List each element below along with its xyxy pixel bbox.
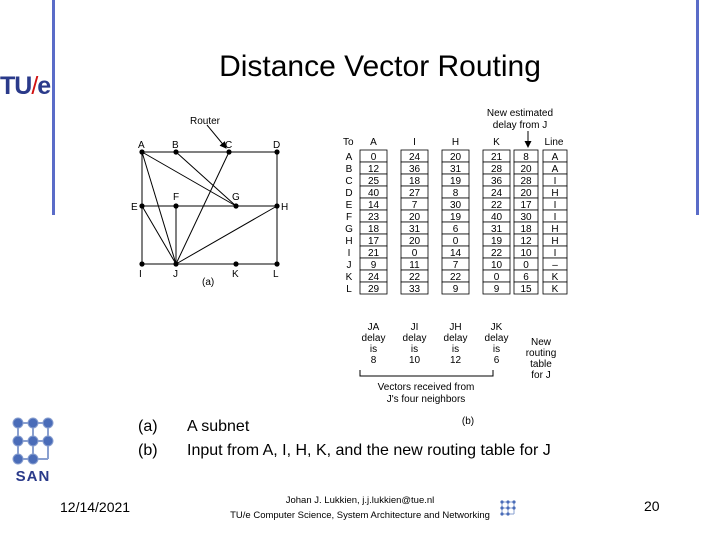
to-header: To: [343, 137, 354, 148]
tue-logo: TU/e: [0, 72, 51, 100]
new-delay-value: 18: [520, 224, 532, 235]
cell-value: 17: [367, 236, 380, 247]
neighbor-delay-ja: 8: [370, 355, 377, 366]
line-value: I: [553, 248, 557, 259]
neighbor-delay-ji: JI: [410, 322, 419, 333]
slide-title: Distance Vector Routing: [219, 50, 541, 83]
node-label-j: J: [173, 269, 178, 280]
cell-value: 24: [490, 188, 503, 199]
neighbor-delay-jk: is: [492, 344, 501, 355]
new-delay-value: 30: [520, 212, 532, 223]
cell-value: 19: [449, 176, 462, 187]
new-table-label-4: for J: [531, 370, 551, 381]
node-label-g: G: [232, 192, 240, 203]
right-accent-line: [696, 0, 699, 215]
footer-author: [210, 493, 510, 523]
neighbor-delay-jk: JK: [490, 322, 503, 333]
cell-value: 31: [449, 164, 462, 175]
neighbor-header-a: A: [370, 137, 377, 148]
dest-label-c: C: [345, 176, 353, 187]
line-value: I: [553, 212, 557, 223]
dest-label-h: H: [345, 236, 353, 247]
dest-label-a: A: [345, 152, 353, 163]
new-delay-value: 20: [520, 188, 532, 199]
cell-value: 20: [449, 152, 462, 163]
cell-value: 9: [452, 284, 459, 295]
cell-value: 14: [367, 200, 380, 211]
cell-value: 7: [411, 200, 418, 211]
line-value: I: [553, 200, 557, 211]
cell-value: 25: [367, 176, 380, 187]
page-number: 20: [644, 498, 660, 514]
node-label-k: K: [232, 269, 239, 280]
cell-value: 11: [409, 260, 420, 271]
cell-value: 21: [367, 248, 380, 259]
neighbor-header-k: K: [493, 137, 500, 148]
caption-b-label: (b): [138, 442, 158, 459]
new-delay-value: 6: [523, 272, 529, 283]
footer-author-line2: TU/e Computer Science, System Architecture and Networking: [230, 510, 490, 521]
cell-value: 31: [408, 224, 421, 235]
cell-value: 24: [367, 272, 380, 283]
neighbor-delay-ji: is: [410, 344, 419, 355]
neighbor-delay-jk: delay: [484, 333, 509, 344]
logo-suffix: e: [37, 72, 51, 100]
dest-label-i: I: [347, 248, 351, 259]
cell-value: 6: [452, 224, 459, 235]
node-label-h: H: [281, 202, 289, 213]
cell-value: 22: [408, 272, 421, 283]
subnet-diagram: [125, 110, 305, 295]
node-label-i: I: [139, 269, 142, 280]
line-value: A: [551, 164, 559, 175]
footer-san-icon: [498, 498, 518, 522]
cell-value: 24: [408, 152, 421, 163]
cell-value: 9: [493, 284, 500, 295]
neighbor-header-i: I: [413, 137, 416, 148]
subnet-router-dots: [139, 149, 279, 266]
dest-label-k: K: [345, 272, 353, 283]
cell-value: 18: [367, 224, 380, 235]
neighbor-header-h: H: [451, 137, 460, 148]
cell-value: 27: [408, 188, 421, 199]
cell-value: 31: [490, 224, 503, 235]
cell-value: 20: [408, 212, 421, 223]
dest-label-d: D: [345, 188, 353, 199]
new-delay-value: 0: [523, 260, 529, 271]
cell-value: 9: [370, 260, 377, 271]
figure-a-caption: (a): [202, 277, 215, 288]
cell-value: 20: [408, 236, 421, 247]
new-delay-value: 8: [523, 152, 529, 163]
cell-value: 7: [452, 260, 459, 271]
cell-value: 12: [367, 164, 380, 175]
neighbor-delay-ji: delay: [402, 333, 427, 344]
caption-b-text: Input from A, I, H, K, and the new routing table for J: [187, 442, 551, 459]
vectors-label-2: J's four neighbors: [386, 394, 466, 405]
dest-label-j: J: [346, 260, 352, 271]
cell-value: 18: [408, 176, 421, 187]
cell-value: 0: [411, 248, 418, 259]
cell-value: 0: [370, 152, 377, 163]
cell-value: 19: [490, 236, 503, 247]
new-delay-value: 20: [520, 164, 532, 175]
neighbor-delay-ja: delay: [361, 333, 386, 344]
node-label-c: C: [225, 140, 233, 151]
node-label-a: A: [138, 140, 145, 151]
neighbor-delay-jh: JH: [449, 322, 462, 333]
line-value: H: [551, 224, 559, 235]
neighbor-delay-jh: 12: [449, 355, 462, 366]
dest-label-b: B: [345, 164, 353, 175]
dest-label-g: G: [345, 224, 353, 235]
caption-a-text: A subnet: [187, 418, 250, 435]
neighbor-delay-jk: 6: [493, 355, 500, 366]
node-label-l: L: [273, 269, 279, 280]
cell-value: 33: [408, 284, 421, 295]
cell-value: 22: [490, 200, 503, 211]
node-label-d: D: [273, 140, 281, 151]
cell-value: 0: [493, 272, 500, 283]
line-value: K: [551, 284, 559, 295]
dest-label-e: E: [345, 200, 353, 211]
new-delay-label-1: New estimated: [486, 108, 554, 119]
new-delay-value: 28: [520, 176, 532, 187]
cell-value: 21: [490, 152, 503, 163]
routing-table-figure: [338, 100, 578, 430]
node-label-b: B: [172, 140, 179, 151]
caption-a-label: (a): [138, 418, 158, 435]
cell-value: 23: [367, 212, 380, 223]
line-value: –: [552, 260, 558, 271]
cell-value: 8: [452, 188, 459, 199]
cell-value: 40: [367, 188, 380, 199]
cell-value: 36: [490, 176, 503, 187]
dest-label-l: L: [346, 284, 352, 295]
node-label-e: E: [131, 202, 138, 213]
neighbor-delay-ji: 10: [408, 355, 421, 366]
neighbor-delay-jh: delay: [443, 333, 468, 344]
cell-value: 30: [449, 200, 462, 211]
vectors-brace: [360, 370, 493, 376]
logo-text: TU: [0, 72, 32, 100]
dest-label-f: F: [345, 212, 353, 223]
san-logo-text: SAN: [15, 468, 51, 483]
line-value: K: [551, 272, 559, 283]
footer-author-line1: Johan J. Lukkien, j.j.lukkien@tue.nl: [285, 495, 435, 506]
new-table-label-2: routing: [525, 348, 557, 359]
cell-value: 40: [490, 212, 503, 223]
line-value: A: [551, 152, 559, 163]
line-value: I: [553, 176, 557, 187]
new-delay-value: 15: [520, 284, 532, 295]
new-table-label-1: New: [530, 337, 552, 348]
new-delay-value: 12: [520, 236, 532, 247]
left-accent-line: [52, 0, 55, 215]
subnet-links: [142, 152, 277, 264]
new-table-label-3: table: [530, 359, 552, 370]
new-delay-value: 10: [520, 248, 532, 259]
vectors-label-1: Vectors received from: [377, 382, 475, 393]
cell-value: 22: [490, 248, 503, 259]
cell-value: 19: [449, 212, 462, 223]
figure-b-caption: (b): [461, 416, 475, 427]
neighbor-delay-ja: JA: [367, 322, 380, 333]
cell-value: 14: [449, 248, 462, 259]
neighbor-delay-jh: is: [451, 344, 460, 355]
router-label: Router: [190, 116, 221, 127]
cell-value: 28: [490, 164, 503, 175]
cell-value: 36: [408, 164, 421, 175]
cell-value: 0: [452, 236, 459, 247]
line-header: Line: [544, 137, 564, 148]
line-value: H: [551, 236, 559, 247]
new-delay-value: 17: [520, 200, 532, 211]
neighbor-delay-ja: is: [369, 344, 378, 355]
node-label-f: F: [173, 192, 180, 203]
cell-value: 29: [367, 284, 380, 295]
cell-value: 22: [449, 272, 462, 283]
cell-value: 10: [490, 260, 503, 271]
line-value: H: [551, 188, 559, 199]
footer-date: 12/14/2021: [60, 499, 131, 515]
san-logo: [4, 413, 62, 483]
new-delay-label-2: delay from J: [492, 120, 548, 131]
